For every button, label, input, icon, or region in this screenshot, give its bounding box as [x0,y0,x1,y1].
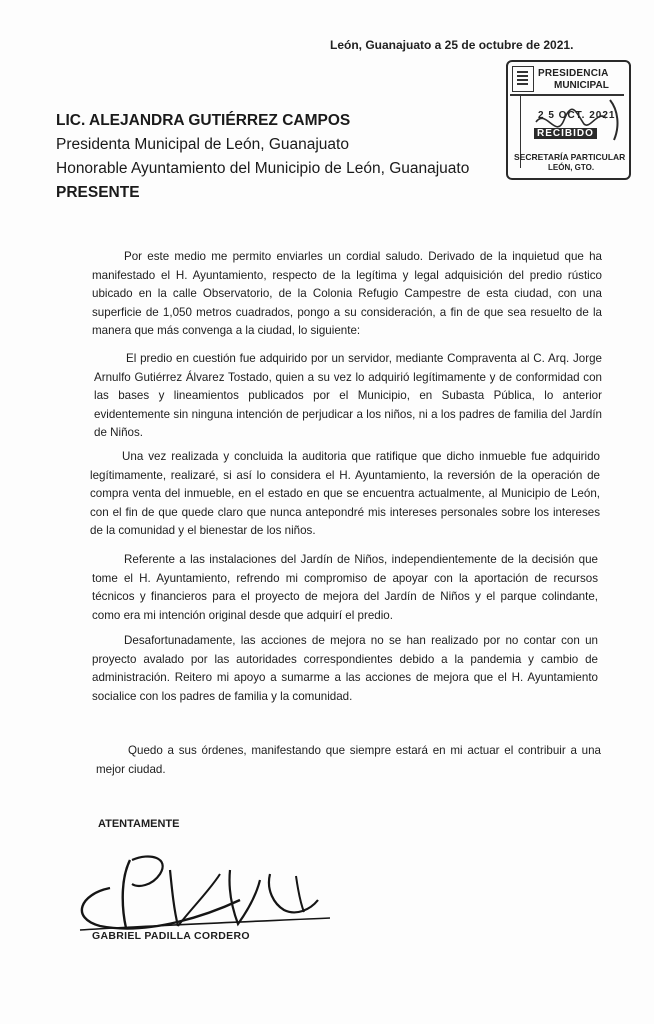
stamp-title-line2: MUNICIPAL [554,80,609,91]
salutation: PRESENTE [56,184,140,201]
paragraph-kindergarten [92,551,598,625]
letter-date: León, Guanajuato a 25 de octubre de 2021. [330,38,574,52]
recipient-name: LIC. ALEJANDRA GUTIÉRREZ CAMPOS [56,112,351,129]
stamp-received-label: RECIBIDO [534,128,597,139]
paragraph-text: Desafortunadamente, las acciones de mejora no se han realizado por no contar con un proyecto avalado por las autoridades correspondientes debido a la pandemia y cambio de administración. Reitero mi apoyo a sumarme a las acciones de mejora que el H. Ayuntamiento socialice con los padres de familia y la comunidad. [92,634,598,703]
recipient-body: Honorable Ayuntamiento del Municipio de León, Guanajuato [56,160,470,177]
paragraph-closing-remarks [96,742,601,779]
stamp-received-date: 2 5 OCT. 2021 [538,110,616,121]
paragraph-text: Por este medio me permito enviarles un cordial saludo. Derivado de la inquietud que ha manifestado el H. Ayuntamiento, respecto de la legítima y legal adquisición del predio rústico ubicado en la calle Observatorio, de la Colonia Refugio Campestre de esta ciudad, con una superficie de 1,050 metros cuadrados, pongo a su consideración, a fin de que sea resuelto de la manera que más convenga a la ciudad, lo siguiente: [92,250,602,337]
recipient-position: Presidenta Municipal de León, Guanajuato [56,136,349,153]
paragraph-text: Una vez realizada y concluida la auditoria que ratifique que dicho inmueble fue adquirido legítimamente, realizaré, si así lo considera el H. Ayuntamiento, la reversión de la operación de compra venta del inmueble, en el estado en que se encuentra actualmente, al Municipio de León, con el fin de que quede claro que nunca antepondré mis intereses personales sobre los intereses de la comunidad y el bienestar de los niños. [90,450,600,537]
signer-name: GABRIEL PADILLA CORDERO [92,930,250,942]
paragraph-intro [92,248,602,341]
paragraph-text: Quedo a sus órdenes, manifestando que siempre estará en mi actuar el contribuir a una mejor ciudad. [96,744,601,776]
stamp-initials-scribble [506,60,629,178]
stamp-office: SECRETARÍA PARTICULAR [514,152,626,162]
stamp-title-line1: PRESIDENCIA [538,68,609,79]
stamp-city: LEÓN, GTO. [548,163,595,172]
handwritten-signature [60,830,340,940]
received-stamp [506,60,629,178]
paragraph-text: El predio en cuestión fue adquirido por un servidor, mediante Compraventa al C. Arq. Jorge Arnulfo Gutiérrez Álvarez Tostado, quien a su vez lo adquirió legítimamente y de conformidad con las bases y lineamientos publicados por el Municipio, en Subasta Pública, lo anterior evidentemente sin ninguna intención de perjudicar a los niños, ni a los padres de familia del Jardín de Niños. [94,352,602,439]
paragraph-improvements [92,632,598,706]
paragraph-purchase [94,350,602,443]
closing-word: ATENTAMENTE [98,818,180,830]
paragraph-text: Referente a las instalaciones del Jardín de Niños, independientemente de la decisión que tome el H. Ayuntamiento, refrendo mi compromiso de apoyar con la aportación de recursos técnicos y financieros para el proyecto de mejora del Jardín de Niños y el parque colindante, como era mi intención original desde que adquirí el predio. [92,553,598,622]
paragraph-reversion [90,448,600,541]
